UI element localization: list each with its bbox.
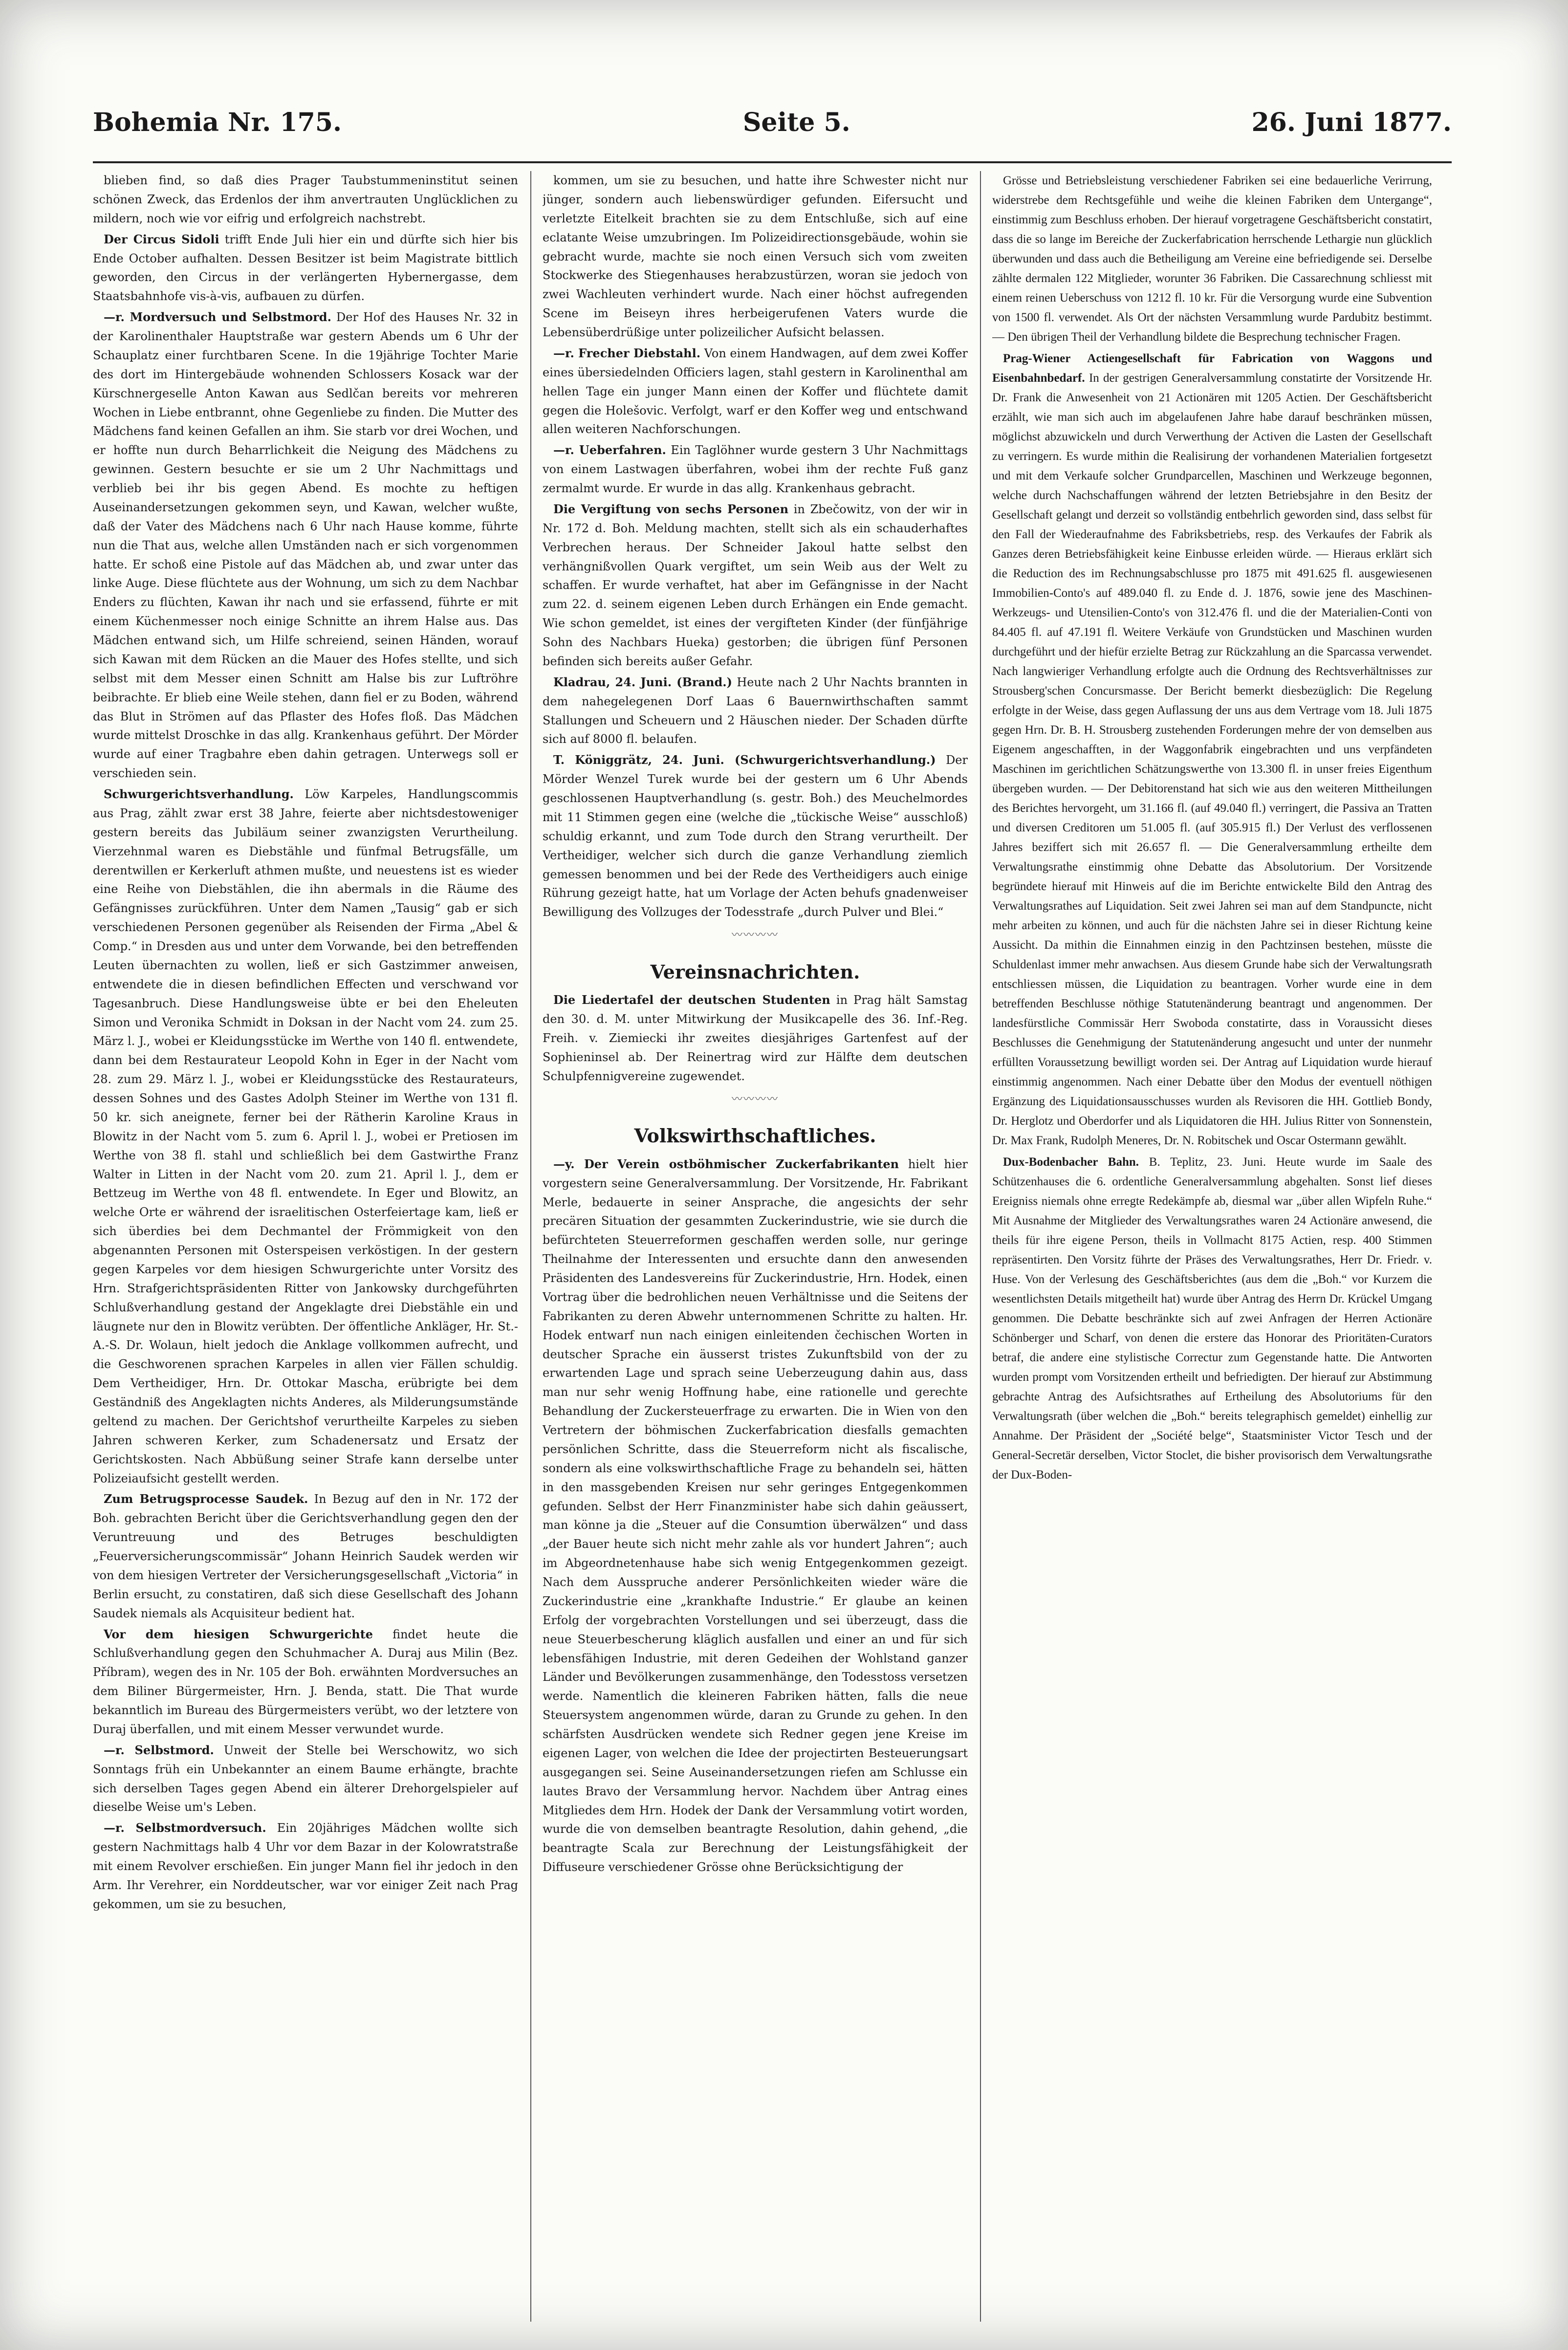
article-text: Der Mörder Wenzel Turek wurde bei der gestern um 6 Uhr Abends geschlossenen Hauptverhandlung (s. gestr. Boh.) des Meuchelmordes mit 11 Stimmen gegen eine (welche die „tückische Weise“ ausschloß) schuldig erkannt, und zum Tode durch den Strang verurtheilt. Der Vertheidiger, welcher sich durch die ganze Verhandlung ziemlich gemessen benommen und bei der Rede des Vertheidigers auch einige Rührung gezeigt hatte, hat um Vorlage der Acten behufs gnadenweiser Bewilligung des Vollzuges der Todesstrafe „durch Pulver und Blei.“ [543,753,968,919]
article-paragraph [543,344,968,439]
article-text: Der Hof des Hauses Nr. 32 in der Karolinenthaler Hauptstraße war gestern Abends um 6 Uhr der Schauplatz einer furchtbaren Scene. In die 19jährige Tochter Marie des dort im Hintergebäude wohnenden Schlossers Kosack war der Kürschnergeselle Anton Kawan aus Sedlčan bereits vor mehreren Wochen in Liebe entbrannt, ohne Gegenliebe zu finden. Die Mutter des Mädchens fand keinen Gefallen an ihm. Sie starb vor drei Wochen, und er hoffte nun durch Beharrlichkeit die Neigung des Mädchens zu gewinnen. Gestern besuchte er sie um 2 Uhr Nachmittags und verblieb bei ihr bis gegen Abend. Es mochte zu heftigen Auseinandersetzungen gekommen seyn, und Kawan, welcher wußte, daß der Vater des Mädchens nach 6 Uhr nach Hause komme, führte nun die That aus, welche allen Umständen nach er sich vorgenommen hatte. Er schoß eine Pistole auf das Mädchen ab, und zwar unter das linke Auge. Diese flüchtete aus der Wohnung, um sich zu dem Nachbar Enders zu flüchten, Kawan ihr nach und sie erfassend, führte er mit einem Küchenmesser noch einige Schnitte an ihrem Halse aus. Das Mädchen entwand sich, um Hilfe schreiend, seinen Händen, worauf sich Kawan mit dem Rücken an die Mauer des Hofes stellte, und sich selbst mit dem Messer einen Schnitt am Halse bis zur Luftröhre beibrachte. Er blieb eine Weile stehen, dann fiel er zu Boden, während das Blut in Strömen auf das Pflaster des Hofes floß. Das Mädchen wurde mittelst Droschke in das allg. Krankenhaus geführt. Der Mörder wurde auf einer Tragbahre eben dahin getragen. Unterwegs soll er verschieden sein. [93,310,518,781]
column-3 [992,171,1432,2322]
ornament-divider: 〰〰〰〰 [731,1093,779,1106]
header-date: 26. Juni 1877. [1251,108,1452,137]
article-text: Heute nach 2 Uhr Nachts brannten in dem nahegelegenen Dorf Laas 6 Bauernwirthschaften sammt Stallungen und Scheuern und 2 Häuschen nieder. Der Schaden dürfte sich auf 8000 fl. belaufen. [543,675,968,746]
article-paragraph [93,171,518,228]
column-2 [543,171,968,2322]
article-paragraph [543,751,968,922]
article-text: Ein 20jähriges Mädchen wollte sich gestern Nachmittags halb 4 Uhr vor dem Bazar in der Kolowratstraße mit einem Revolver erschießen. Ein junger Mann fiel ihr jedoch in den Arm. Ihr Verehrer, ein Norddeutscher, war vor einiger Zeit nach Prag gekommen, um sie zu besuchen, [93,1821,518,1911]
header-rule [93,161,1452,163]
article-paragraph [543,441,968,498]
article-text: findet heute die Schlußverhandlung gegen den Schuhmacher A. Duraj aus Milin (Bez. Příbram), wegen des in Nr. 105 der Boh. erwähnten Mordversuches an dem Biliner Bürgermeister, Hrn. J. Benda, statt. Die That wurde bekanntlich im Bureau des Bürgermeisters verübt, wo der letztere von Duraj überfallen, und mit einem Messer verwundet wurde. [93,1627,518,1736]
article-paragraph [93,1625,518,1739]
article-lead: —r. Selbstmord. [104,1742,214,1757]
article-lead: Zum Betrugsprocesse Saudek. [104,1492,308,1506]
article-paragraph [93,785,518,1488]
article-paragraph [992,1153,1432,1485]
column-divider [980,171,981,2322]
article-paragraph [93,1819,518,1914]
column-1 [93,171,518,2322]
article-lead: —r. Ueberfahren. [553,443,666,457]
article-lead: —r. Frecher Diebstahl. [553,346,701,360]
article-text: In der gestrigen Generalversammlung constatirte der Vorsitzende Hr. Dr. Frank die Anwesenheit von 21 Actionären mit 1205 Actien. Der Geschäftsbericht erzählt, wie man sich auch im abgelaufenen Jahre habe darauf beschränken müssen, möglichst abzuwickeln und durch Verwerthung der Activen die Lasten der Gesellschaft zu verringern. Es wurde mithin die Realisirung der vorhandenen Materialien fortgesetzt und mit dem Verkaufe solcher Grundparcellen, Maschinen und Werkzeuge begonnen, welche durch Nachschaffungen während der letzten Betriebsjahre in den Besitz der Gesellschaft gelangt und derzeit so vollständig entbehrlich geworden sind, dass selbst für den Fall der Wiederaufnahme des Fabriksbetriebs, resp. des Verkaufes der Fabrik als Ganzes deren Betriebsfähigkeit keine Einbusse erleiden würde. — Hieraus erklärt sich die Reduction des im Rechnungsabschlusse pro 1875 mit 491.625 fl. ausgewiesenen Immobilien-Conto's auf 489.040 fl. zu Ende d. J. 1876, sowie jene des Maschinen-Werkzeugs- und Utensilien-Conto's von 312.476 fl. und die der Materialien-Conti von 84.405 fl. auf 47.191 fl. Weitere Verkäufe von Grundstücken und Maschinen wurden durchgeführt und der hiefür erzielte Betrag zur Rückzahlung an die Sparcassa verwendet. Nach langwieriger Verhandlung erfolgte auch die Ordnung des Rechtsverhältnisses zur Strousberg'schen Concursmasse. Der Bericht bemerkt diesbezüglich: Die Regelung erfolgte in der Weise, dass gegen Auflassung der uns aus dem Vertrage vom 18. Juli 1875 gegen Hrn. Dr. B. H. Strousberg zustehenden Forderungen mehre der von demselben aus Eigenem angeschafften, in der Waggonfabrik eingebrachten und uns verpfändeten Maschinen im gerichtlichen Schätzungswerthe von 13.300 fl. in unser freies Eigenthum übergeben wurden. — Der Debitorenstand hat sich wie aus den weiteren Mittheilungen des Berichtes hervorgeht, um 31.166 fl. (auf 49.040 fl.) verringert, die Passiva an Tratten und diversen Creditoren um 51.005 fl. (auf 305.915 fl.) Der Verlust des verflossenen Jahres beziffert sich mit 26.657 fl. — Die Generalversammlung ertheilte dem Verwaltungsrathe einstimmig ohne Debatte das Absolutorium. Der Vorsitzende begründete hierauf mit Hinweis auf die im Berichte entwickelte Bild den Antrag des Verwaltungsrathes auf Liquidation. Seit zwei Jahren sei man auf dem Standpuncte, nicht mehr arbeiten zu können, und auch für die nächsten Jahre sei in dieser Richtung keine Aussicht. Da mithin die Einnahmen einzig in den Pachtzinsen bestehen, müsste die Schuldenlast immer mehr anwachsen. Aus diesem Grunde habe sich der Verwaltungsrath entschliessen müssen, die Liquidation zu beantragen. Vorher wurde eine in dem betreffenden Beschlusse nöthige Statutenänderung beantragt und angenommen. Der landesfürstliche Commissär Herr Swoboda constatirte, dass in Voraussicht dieses Beschlusses die Genehmigung der Statutenänderung angesucht und unter der nunmehr erfüllten Voraussetzung bewilligt worden sei. Der Antrag auf Liquidation wurde hierauf einstimmig angenommen. Nach einer Debatte über den Modus der eventuell nöthigen Ergänzung des Liquidationsausschusses wurden als Revisoren die HH. Gottlieb Bondy, Dr. Herglotz und Oberdorfer und als Liquidatoren die HH. Julius Ritter von Sonnenstein, Dr. Max Frank, Rudolph Meneres, Dr. N. Robitschek und Oscar Ostermann gewählt. [992,371,1432,1147]
article-paragraph [543,673,968,749]
article-lead: —r. Selbstmordversuch. [104,1821,266,1835]
article-text: In Bezug auf den in Nr. 172 der Boh. gebrachten Bericht über die Gerichtsverhandlung gegen den der Veruntreuung und des Betruges beschuldigten „Feuerversicherungscommissär“ Johann Heinrich Saudek werden wir von dem hiesigen Vertreter der Versicherungsgesellschaft „Victoria“ in Berlin ersucht, zu constatiren, daß sich diese Gesellschaft des Johann Saudek niemals als Acquisiteur bedient hat. [93,1492,518,1620]
article-text: blieben find, so daß dies Prager Taubstummeninstitut seinen schönen Zweck, das Erdenlos der ihm anvertrauten Unglücklichen zu mildern, noch wie vor eifrig und erfolgreich nachstrebt. [93,174,518,225]
header-publication: Bohemia Nr. 175. [93,108,342,137]
header-page-number: Seite 5. [742,108,850,137]
article-lead: —r. Mordversuch und Selbstmord. [104,310,331,325]
article-lead: Dux-Bodenbacher Bahn. [1003,1155,1139,1169]
ornament-divider: 〰〰〰〰 [731,929,779,942]
article-text: in Prag hält Samstag den 30. d. M. unter Mitwirkung der Musikcapelle des 36. Inf.-Reg. Freih. v. Ziemiecki ihr zweites diesjähriges Gartenfest auf der Sophieninsel ab. Der Reinertrag wird zur Hälfte dem deutschen Schulpfennigvereine zugewendet. [543,993,968,1083]
article-lead: T. Königgrätz, 24. Juni. (Schwurgerichtsverhandlung.) [553,753,936,767]
article-lead: Schwurgerichtsverhandlung. [104,787,294,801]
article-paragraph [543,500,968,671]
article-text: Löw Karpeles, Handlungscommis aus Prag, zählt zwar erst 38 Jahre, feierte aber nichtsdestoweniger gestern bereits das Jubiläum seiner zwanzigsten Verurtheilung. Vierzehnmal waren es Diebstähle und fünfmal Betrugsfälle, um derentwillen er Kerkerluft athmen mußte, und neuestens ist es wieder eine Reihe von Diebstählen, die ihn abermals in die Räume des Gefängnisses zurückführen. Unter dem Namen „Tausig“ gab er sich verschiedenen Personen gegenüber als Reisenden der Firma „Abel & Comp.“ in Dresden aus und unter dem Vorwande, bei den betreffenden Leuten übernachten zu wollen, ließ er sich Gastzimmer anweisen, entwendete die in diesen befindlichen Effecten und verschwand vor Tagesanbruch. Diese Handlungsweise übte er bei den Eheleuten Simon und Veronika Schmidt in Doksan in der Nacht vom 24. zum 25. März l. J., wobei er Kleidungsstücke im Werthe von 140 fl. entwendete, dann bei dem Restaurateur Leopold Kohn in Eger in der Nacht vom 28. zum 29. März l. J., wobei er Kleidungsstücke des Restaurateurs, dessen Sohnes und des Gastes Adolph Steiner im Werthe von 131 fl. 50 kr. sich aneignete, ferner bei der Rätherin Karoline Kraus in Blowitz in der Nacht vom 5. zum 6. April l. J., wobei er Pretiosen im Werthe von 38 fl. stahl und schließlich bei dem Gastwirthe Franz Walter in Litten in der Nacht vom 20. zum 21. April l. J., dem er Bettzeug im Werthe von 48 fl. entwendete. In Eger und Blowitz, an welche Orte er während der israelitischen Osterfeiertage kam, ließ er sich überdies bei dem Dechmantel der Frömmigkeit von den abgenannten Personen mit Osterspeisen verköstigen. In der gestern gegen Karpeles vor dem hiesigen Schwurgerichte unter Vorsitz des Hrn. Strafgerichtspräsidenten Ritter von Jankowsky durchgeführten Schlußverhandlung gestand der Angeklagte drei Diebstähle ein und läugnete nur den in Blowitz verübten. Der öffentliche Ankläger, Hr. St.-A.-S. Dr. Wolaun, hielt jedoch die Anklage vollkommen aufrecht, und die Geschworenen sprachen Karpeles in allen vier Fällen schuldig. Dem Vertheidiger, Hrn. Dr. Ottokar Mascha, erübrigte bei dem Geständniß des Angeklagten nichts Anderes, als Milderungsumstände geltend zu machen. Der Gerichtshof verurtheilte Karpeles zu sieben Jahren schweren Kerker, zum Schadenersatz und Ersatz der Gerichtskosten. Nach Abbüßung seiner Strafe kann derselbe unter Polizeiaufsicht gestellt werden. [93,787,518,1485]
article-text: hielt hier vorgestern seine Generalversammlung. Der Vorsitzende, Hr. Fabrikant Merle, bedauerte in seiner Ansprache, die angesichts der sehr precären Situation der gesammten Zuckerindustrie, wie sie durch die befürchteten Steuerreformen geschaffen werden solle, nur geringe Theilnahme der Interessenten und ersuchte dann den anwesenden Präsidenten des Landesvereins für Zuckerindustrie, Hrn. Hodek, einen Vortrag über die bedrohlichen neuen Verhältnisse und die Seitens der Fabrikanten zu deren Abwehr unternommenen Schritte zu halten. Hr. Hodek entwarf nun nach einigen einleitenden čechischen Worten in deutscher Sprache ein äusserst tristes Zukunftsbild von der zu erwartenden Lage und sprach seine Ueberzeugung dahin aus, dass man nur sehr wenig Hoffnung habe, eine rationelle und gerechte Behandlung der Zuckersteuerfrage zu erwarten. Die in Wien von den Vertretern der böhmischen Zuckerfabrication diesfalls gemachten persönlichen Schritte, dass die Steuerreform nicht als fiscalische, sondern als eine volkswirthschaftliche Frage zu behandeln sei, hätten in den massgebenden Kreisen nur sehr geringes Entgegenkommen gefunden. Selbst der Herr Finanzminister habe sich dahin geäussert, man könne ja die „Steuer auf die Consumtion überwälzen“ und dass „der Bauer heute sich nicht mehr zahle als vor hundert Jahren“; auch im Abgeordnetenhause habe sich wenig Entgegenkommen gezeigt. Nach dem Ausspruche anderer Persönlichkeiten wieder wäre die Zuckerindustrie eine „krankhafte Industrie.“ Er glaube an keinen Erfolg der vorgebrachten Vorstellungen und sei überzeugt, dass die neue Steuerbescherung kläglich ausfallen und einer an und für sich lebensfähigen Industrie, mit deren Gedeihen der Wohlstand ganzer Länder und Bevölkerungen zusammenhänge, den Todesstoss versetzen werde. Namentlich die kleineren Fabriken hätten, falls die neue Steuersystem angenommen würde, daran zu Grunde zu gehen. In den schärfsten Ausdrücken wendete sich Redner gegen jene Kreise im eigenen Lager, von welchen die Idee der projectirten Besteuerungsart ausgegangen sei. Seine Auseinandersetzungen riefen am Schlusse ein lautes Bravo der Versammlung hervor. Nachdem über Antrag eines Mitgliedes dem Hrn. Hodek der Dank der Versammlung votirt worden, wurde die von demselben beantragte Resolution, dahin gehend, „die beantragte Scala zur Berechnung der Leistungsfähigkeit der Diffuseure verschiedener Grösse ohne Berücksichtigung der [543,1157,968,1874]
article-lead: Prag-Wiener Actiengesellschaft für Fabrication von Waggons und Eisenbahnbedarf. [992,352,1432,385]
section-heading-volkswirthschaftliches: Volkswirthschaftliches. [634,1125,876,1147]
article-text: in Zbečowitz, von der wir in Nr. 172 d. Boh. Meldung machten, stellt sich als ein schauderhaftes Verbrechen heraus. Der Schneider Jakoul hatte selbst den verhängnißvollen Quark vergiftet, um sein Weib aus der Welt zu schaffen. Er wurde verhaftet, hat aber im Gefängnisse in der Nacht zum 22. d. seinem eigenen Leben durch Erhängen ein Ende gemacht. Wie schon gemeldet, ist eines der vergifteten Kinder (der fünfjährige Sohn des Nachbars Hueka) gestorben; die übrigen fünf Personen befinden sich bereits außer Gefahr. [543,502,968,668]
column-divider [530,171,531,2322]
article-lead: Der Circus Sidoli [104,232,219,246]
article-paragraph [93,230,518,306]
page-header [93,108,1452,152]
article-paragraph [93,1741,518,1817]
article-text: Grösse und Betriebsleistung verschiedener Fabriken sei eine bedauerliche Verirrung, widerstrebe dem Rechtsgefühle und weihe die kleinen Fabriken dem Untergange“, einstimmig zum Beschluss erhoben. Der hierauf vorgetragene Geschäftsbericht constatirt, dass die so lange im Bereiche der Zuckerfabrication herrschende Lethargie nun glücklich überwunden und dass auch die Betheiligung am Vereine eine befriedigende sei. Derselbe zählte dermalen 122 Mitglieder, worunter 36 Fabriken. Die Cassarechnung schliesst mit einem reinen Ueberschuss von 1212 fl. 10 kr. Für die Versorgung wurde eine Subvention von 1500 fl. verwendet. Als Ort der nächsten Versammlung wurde Pardubitz bestimmt. — Den übrigen Theil der Verhandlung bildete die Besprechung technischer Fragen. [992,174,1432,344]
article-text: B. Teplitz, 23. Juni. Heute wurde im Saale des Schützenhauses die 6. ordentliche Generalversammlung abgehalten. Sonst lief dieses Ereigniss niemals ohne erregte Redekämpfe ab, diesmal war „über allen Wipfeln Ruhe.“ Mit Ausnahme der Mitglieder des Verwaltungsrathes waren 24 Actionäre anwesend, die theils für ihre eigene Person, theils in Vollmacht 8175 Actien, resp. 400 Stimmen repräsentirten. Den Vorsitz führte der Präses des Verwaltungsrathes, Herr Dr. Friedr. v. Huse. Von der Verlesung des Geschäftsberichtes (aus dem die „Boh.“ vor Kurzem die wesentlichsten Details mitgetheilt hat) wurde über Antrag des Herrn Dr. Krückel Umgang genommen. Die Debatte beschränkte sich auf zwei Anfragen der Herren Actionäre Schönberger und Scharf, von denen die erstere das Honorar des Prioritäten-Curators betraf, die andere eine stylistische Correctur zum Gegenstande hatte. Die Antworten wurden prompt vom Vorsitzenden ertheilt und befriedigten. Der hierauf zur Abstimmung gebrachte Antrag des Aufsichtsrathes auf Ertheilung des Absolutoriums für den Verwaltungsrath (über welchen die „Boh.“ bereits telegraphisch gemeldet) einhellig zur Annahme. Der Präsident der „Société belge“, Staatsminister Victor Tesch und der General-Secretär derselben, Victor Stoclet, die bisher provisorisch dem Verwaltungsrathe der Dux-Boden- [992,1155,1432,1481]
article-paragraph [93,1490,518,1623]
article-lead: —y. Der Verein ostböhmischer Zuckerfabrikanten [553,1156,899,1171]
article-text: Unweit der Stelle bei Werschowitz, wo sich Sonntags früh ein Unbekannter an einem Baume erhängte, brachte sich derselben Tages gegen Abend ein älterer Drehorgelspieler auf dieselbe Weise um's Leben. [93,1743,518,1814]
article-paragraph [543,171,968,342]
article-paragraph [543,991,968,1086]
article-paragraph [543,1155,968,1877]
article-lead: Die Vergiftung von sechs Personen [553,501,789,516]
article-lead: Kladrau, 24. Juni. (Brand.) [553,675,732,689]
article-lead: Vor dem hiesigen Schwurgerichte [104,1627,373,1641]
article-paragraph [93,308,518,783]
article-text: kommen, um sie zu besuchen, und hatte ihre Schwester nicht nur jünger, sondern auch liebenswürdiger gefunden. Eifersucht und verletzte Eitelkeit brachten sie zu dem Entschluße, sich auf eine eclatante Weise umzubringen. Im Polizeidirectionsgebäude, wohin sie gebracht wurde, machte sie noch einen Versuch sich vom zweiten Stockwerke des Stiegenhauses herabzustürzen, woran sie jedoch von zwei Wachleuten verhindert wurde. Nach einer höchst aufregenden Scene im Beiseyn ihres herbeigerufenen Vaters wurde die Lebensüberdrüßige unter polizeilicher Aufsicht belassen. [543,174,968,339]
article-paragraph [992,171,1432,347]
article-text: Von einem Handwagen, auf dem zwei Koffer eines übersiedelnden Officiers lagen, stahl gestern in Karolinenthal am hellen Tage ein junger Mann einen der Koffer und flüchtete damit gegen die Holešovic. Verfolgt, warf er den Koffer weg und entschwand allen weiteren Nachforschungen. [543,346,968,436]
section-heading-vereinsnachrichten: Vereinsnachrichten. [650,960,860,983]
article-paragraph [992,349,1432,1151]
article-text: Ein Taglöhner wurde gestern 3 Uhr Nachmittags von einem Lastwagen überfahren, wobei ihm der rechte Fuß ganz zermalmt wurde. Er wurde in das allg. Krankenhaus gebracht. [543,443,968,495]
article-lead: Die Liedertafel der deutschen Studenten [553,993,830,1007]
article-text: trifft Ende Juli hier ein und dürfte sich hier bis Ende October aufhalten. Dessen Besitzer ist beim Magistrate bittlich geworden, den Circus in der verlängerten Hybernergasse, dem Staatsbahnhofe vis-à-vis, aufbauen zu dürfen. [93,232,518,304]
